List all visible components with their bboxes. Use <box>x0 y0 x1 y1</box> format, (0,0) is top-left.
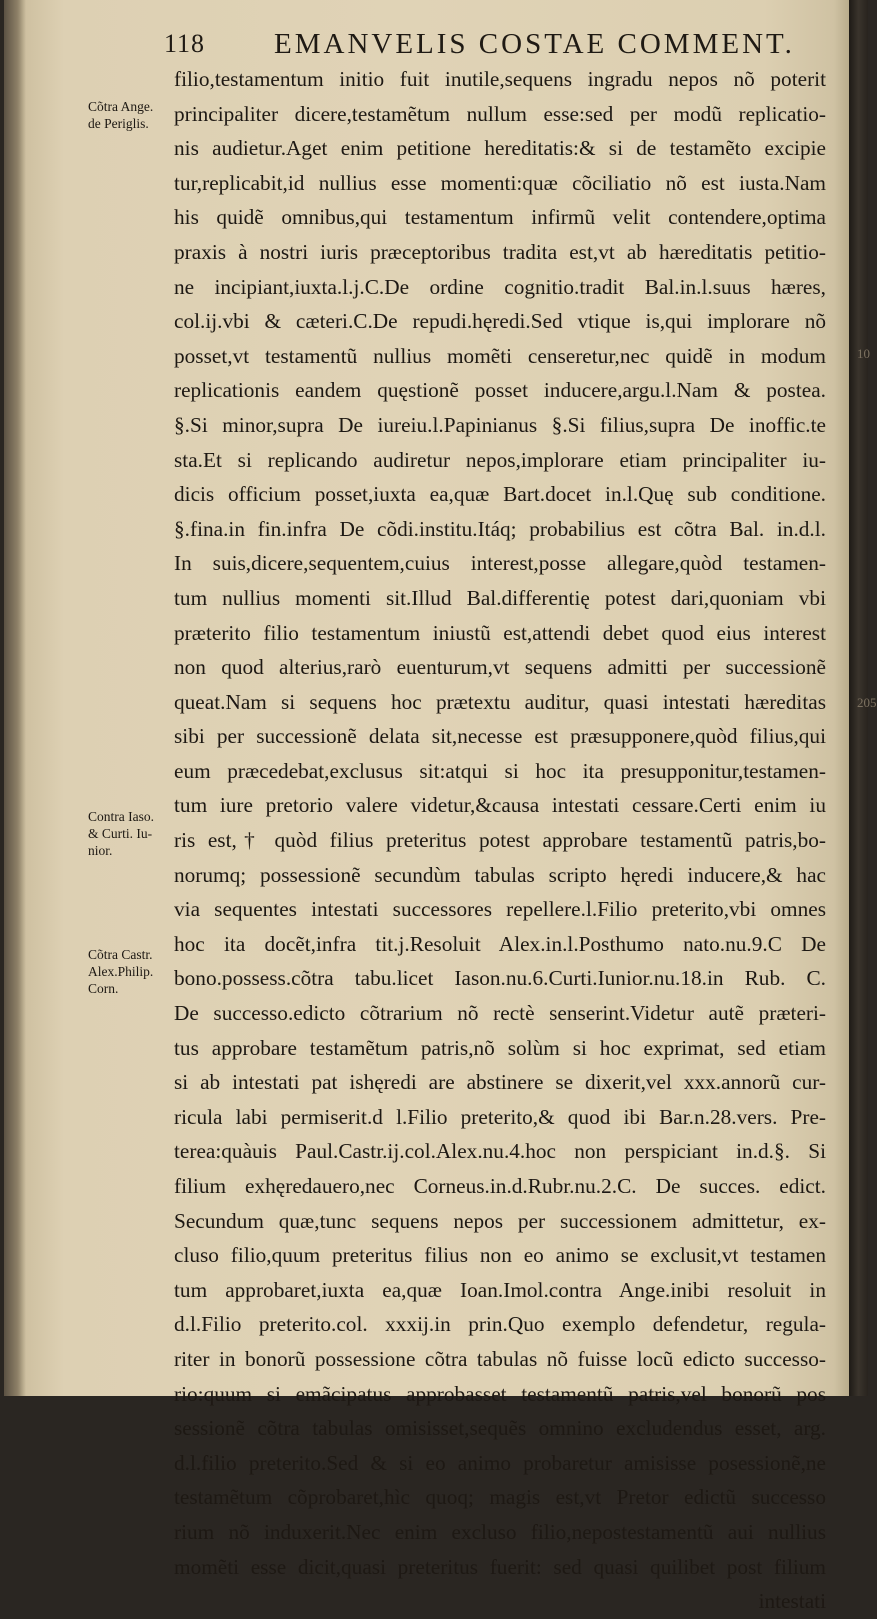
text-line: præterito filio testamentum iniustũ est,attendi debet quod eius interest <box>174 620 826 645</box>
margin-note-line: nior. <box>88 843 113 858</box>
text-line: ricula labi permiserit.d l.Filio preterito,& quod ibi Bar.n.28.vers. Pre- <box>174 1104 826 1129</box>
text-line: tum nullius momenti sit.Illud Bal.differentię potest dari,quoniam vbi <box>174 585 826 610</box>
text-line: tum approbaret,iuxta ea,quæ Ioan.Imol.contra Ange.inibi resoluit in <box>174 1277 826 1302</box>
text-line: d.l.filio preterito.Sed & si eo animo probaretur amisisse posessionẽ,ne <box>174 1450 826 1475</box>
text-line: d.l.Filio preterito.col. xxxij.in prin.Quo exemplo defendetur, regula- <box>174 1312 826 1337</box>
text-line: eum præcedebat,exclusus sit:atqui si hoc ita presupponitur,testamen- <box>174 758 826 783</box>
margin-note-line: de Periglis. <box>88 116 149 131</box>
text-line: principaliter dicere,testamẽtum nullum esse:sed per modũ replicatio- <box>174 101 826 126</box>
text-line: non quod alterius,rarò euenturum,vt sequens admitti per successionẽ <box>174 655 826 680</box>
text-line: terea:quàuis Paul.Castr.ij.col.Alex.nu.4.hoc non perspiciant in.d.§. Si <box>174 1139 826 1164</box>
text-line: dicis officium posset,iuxta ea,quæ Bart.docet in.l.Quę sub conditione. <box>174 482 826 507</box>
text-line: posset,vt testamentũ nullius momẽti censeretur,nec quidẽ in modum <box>174 343 826 368</box>
text-line: De successo.edicto cõtrarium nõ rectè senserint.Videtur autẽ præteri- <box>174 1001 826 1026</box>
text-line: tus approbare testamẽtum patris,nõ solùm si hoc exprimat, sed etiam <box>174 1035 826 1060</box>
text-line: replicationis eandem quęstionẽ posset inducere,argu.l.Nam & postea. <box>174 378 826 403</box>
margin-note-line: & Curti. Iu- <box>88 826 153 841</box>
text-line: sessionẽ cõtra tabulas omisisset,sequẽs omnino excludendus esset, arg. <box>174 1416 826 1441</box>
margin-note-contra-iaso <box>88 808 174 859</box>
margin-note-contra-ange <box>88 98 174 132</box>
text-line: cluso filio,quum preteritus filius non eo animo se exclusit,vt testamen <box>174 1243 826 1268</box>
edge-mark: 205 <box>857 695 877 710</box>
text-line: sibi per successionẽ delata sit,necesse est præsupponere,quòd filius,qui <box>174 724 826 749</box>
text-line: nis audietur.Aget enim petitione hereditatis:& si de testamẽto excipie <box>174 136 826 161</box>
catchword: intestati <box>758 1589 826 1614</box>
page-gutter-shadow <box>4 0 26 1396</box>
text-line: queat.Nam si sequens hoc prætextu auditur, quasi intestati hæreditas <box>174 689 826 714</box>
text-line: ne incipiant,iuxta.l.j.C.De ordine cognitio.tradit Bal.in.l.suus hæres, <box>174 274 826 299</box>
text-line: momẽti esse dicit,quasi preteritus fuerit: sed quasi quilibet post filium <box>174 1554 826 1579</box>
text-line: hoc ita docẽt,infra tit.j.Resoluit Alex.in.l.Posthumo nato.nu.9.C De <box>174 931 826 956</box>
text-line: norumq; possessionẽ secundùm tabulas scripto hęredi inducere,& hac <box>174 862 826 887</box>
text-line: testamẽtum cõprobaret,hìc quoq; magis est,vt Pretor edictũ successo <box>174 1485 826 1510</box>
running-title: EMANVELIS COSTAE COMMENT. <box>274 28 795 60</box>
text-line: his quidẽ omnibus,qui testamentum infirmũ velit contendere,optima <box>174 205 826 230</box>
margin-note-contra-castr <box>88 946 174 997</box>
margin-note-line: Corn. <box>88 981 119 996</box>
margin-note-line: Cõtra Castr. <box>88 947 153 962</box>
text-line: §.fina.in fin.infra De cõdi.institu.Itáq; probabilius est cõtra Bal. in.d.l. <box>174 516 826 541</box>
text-line: praxis à nostri iuris præceptoribus tradita est,vt ab hæreditatis petitio- <box>174 239 826 264</box>
text-line: sta.Et si replicando audiretur nepos,implorare etiam principaliter iu- <box>174 447 826 472</box>
text-line: rio:quum si emãcipatus approbasset testamentũ patris,vel bonorũ pos <box>174 1381 826 1406</box>
text-line: In suis,dicere,sequentem,cuius interest,posse allegare,quòd testamen- <box>174 551 826 576</box>
page-header <box>164 24 824 64</box>
page-number: 118 <box>164 29 206 58</box>
text-line: §.Si minor,supra De iureiu.l.Papinianus §.Si filius,supra De inoffic.te <box>174 412 826 437</box>
edge-mark: 10 <box>857 346 870 361</box>
margin-note-line: Contra Iaso. <box>88 809 154 824</box>
text-line: rium nõ induxerit.Nec enim excluso filio,nepostestamentũ aui nullius <box>174 1519 826 1544</box>
text-line: via sequentes intestati successores repellere.l.Filio preterito,vbi omnes <box>174 897 826 922</box>
margin-note-line: Cõtra Ange. <box>88 99 154 114</box>
margin-note-line: Alex.Philip. <box>88 964 154 979</box>
text-line: riter in bonorũ possessione cõtra tabulas nõ fuisse locũ edicto successo- <box>174 1346 826 1371</box>
book-page <box>4 0 849 1614</box>
text-line: ris est,† quòd filius preteritus potest approbare testamentũ patris,bo- <box>174 828 826 853</box>
text-line: si ab intestati pat ishęredi are abstinere se dixerit,vel xxx.annorũ cur- <box>174 1070 826 1095</box>
text-line: filio,testamentum initio fuit inutile,sequens ingradu nepos nõ poterit <box>174 67 826 91</box>
text-line: tum iure pretorio valere videtur,&causa intestati cessare.Certi enim iu <box>174 793 826 818</box>
text-line: Secundum quæ,tunc sequens nepos per successionem admittetur, ex- <box>174 1208 826 1233</box>
text-line: tur,replicabit,id nullius esse momenti:quæ cõciliatio nõ est iusta.Nam <box>174 170 826 195</box>
body-text <box>174 62 826 1619</box>
text-line: filium exhęredauero,nec Corneus.in.d.Rubr.nu.2.C. De succes. edict. <box>174 1174 826 1198</box>
text-line: col.ij.vbi & cæteri.C.De repudi.hęredi.Sed vtique is,qui implorare nõ <box>174 309 826 334</box>
text-line: bono.possess.cõtra tabu.licet Iason.nu.6.Curti.Iunior.nu.18.in Rub. C. <box>174 966 826 991</box>
